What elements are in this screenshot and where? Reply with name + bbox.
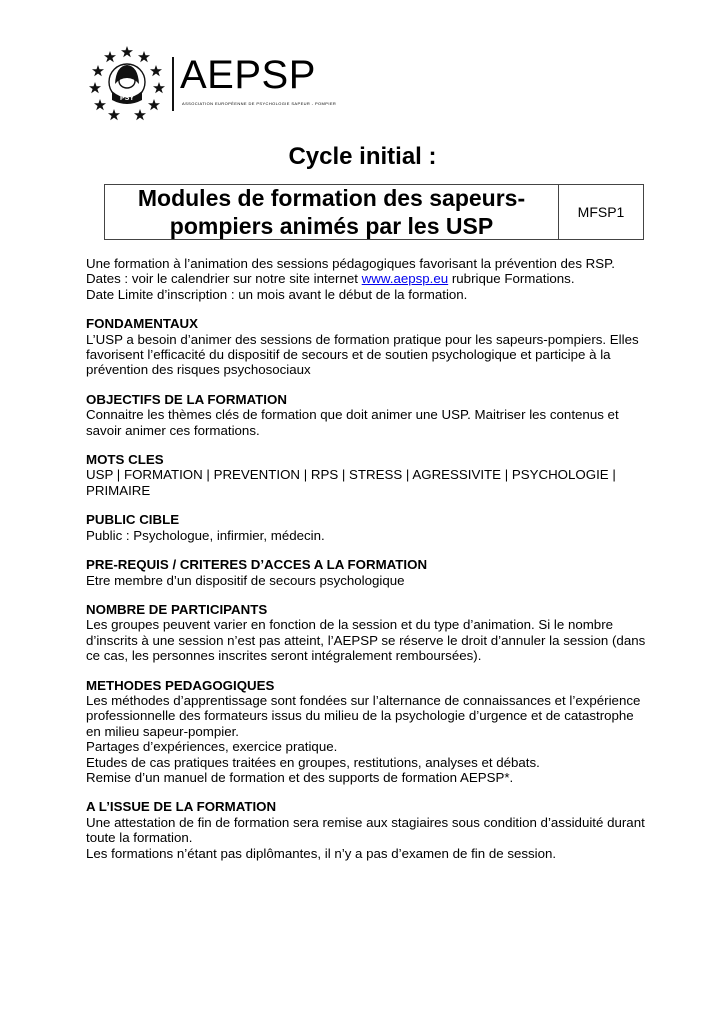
emblem-text: PSY bbox=[119, 95, 135, 102]
module-code: MFSP1 bbox=[577, 204, 625, 220]
section-heading: NOMBRE DE PARTICIPANTS bbox=[86, 601, 268, 617]
dates-line bbox=[86, 271, 646, 286]
section-text: L’USP a besoin d’animer des sessions de formation pratique pour les sapeurs-pompiers. Elles favorisent l’efficacité du dispositif de secours et de soutien psychologique et participe à la prévention des risques psychosociaux bbox=[86, 331, 639, 378]
section-issue bbox=[86, 799, 646, 861]
title-box bbox=[104, 184, 644, 240]
section-text: Remise d’un manuel de formation et des supports de formation AEPSP*. bbox=[86, 769, 514, 785]
section-public-cible bbox=[86, 512, 646, 543]
section-mots-cles bbox=[86, 452, 646, 498]
section-prerequis bbox=[86, 557, 646, 588]
section-text: Public : Psychologue, infirmier, médecin. bbox=[86, 527, 325, 543]
dates-suffix: rubrique Formations. bbox=[448, 271, 575, 287]
section-text: Une attestation de fin de formation sera remise aux stagiaires sous condition d’assiduité durant toute la formation. bbox=[86, 814, 645, 846]
section-heading: PUBLIC CIBLE bbox=[86, 512, 180, 528]
section-text: Connaitre les thèmes clés de formation que doit animer une USP. Maitriser les contenus et savoir animer ces formations. bbox=[86, 407, 619, 438]
logo-divider bbox=[172, 57, 174, 111]
section-heading: METHODES PEDAGOGIQUES bbox=[86, 677, 275, 693]
document-body bbox=[86, 256, 646, 875]
section-fondamentaux bbox=[86, 316, 646, 378]
aepsp-emblem-logo bbox=[88, 44, 166, 122]
section-heading: FONDAMENTAUX bbox=[86, 316, 199, 332]
section-heading: OBJECTIFS DE LA FORMATION bbox=[86, 391, 287, 407]
module-title: Modules de formation des sapeurs-pompiers animés par les USP bbox=[105, 185, 559, 239]
section-methodes bbox=[86, 678, 646, 786]
section-text: USP | FORMATION | PREVENTION | RPS | STRESS | AGRESSIVITE | PSYCHOLOGIE | PRIMAIRE bbox=[86, 467, 616, 498]
section-text: Les formations n’étant pas diplômantes, il n’y a pas d’examen de fin de session. bbox=[86, 845, 557, 861]
section-text: Les groupes peuvent varier en fonction de la session et du type d’animation. Si le nombre d’inscrits à une session n’est pas atteint, l’AEPSP se réserve le droit d’annuler la session (dans ce cas, les personnes inscrites seront intégralement remboursées). bbox=[86, 617, 646, 664]
section-participants bbox=[86, 602, 646, 664]
deadline-line: Date Limite d’inscription : un mois avant le début de la formation. bbox=[86, 286, 468, 302]
intro-line: Une formation à l’animation des sessions pédagogiques favorisant la prévention des RSP. bbox=[86, 256, 615, 271]
logo-subtitle: ASSOCIATION EUROPÉENNE DE PSYCHOLOGIE SAPEUR - POMPIER bbox=[182, 101, 337, 106]
intro-block bbox=[86, 256, 646, 302]
section-text: Etre membre d’un dispositif de secours psychologique bbox=[86, 572, 405, 588]
website-link[interactable]: www.aepsp.eu bbox=[361, 271, 449, 287]
section-heading: MOTS CLES bbox=[86, 452, 164, 468]
dates-prefix: Dates : voir le calendrier sur notre site internet bbox=[86, 271, 362, 287]
section-text: Etudes de cas pratiques traitées en groupes, restitutions, analyses et débats. bbox=[86, 754, 540, 770]
section-heading: PRE-REQUIS / CRITERES D’ACCES A LA FORMATION bbox=[86, 557, 428, 573]
section-text: Les méthodes d’apprentissage sont fondées sur l’alternance de connaissances et l’expérience professionnelle des formateurs issus du milieu de la psychologie d’urgence et de catastrophe en milieu sapeur-pompier. bbox=[86, 692, 641, 739]
cycle-title: Cycle initial : bbox=[288, 143, 437, 170]
section-objectifs bbox=[86, 392, 646, 438]
section-heading: A L’ISSUE DE LA FORMATION bbox=[86, 799, 277, 815]
section-text: Partages d’expériences, exercice pratique. bbox=[86, 739, 338, 755]
logo-name: AEPSP bbox=[180, 53, 316, 97]
